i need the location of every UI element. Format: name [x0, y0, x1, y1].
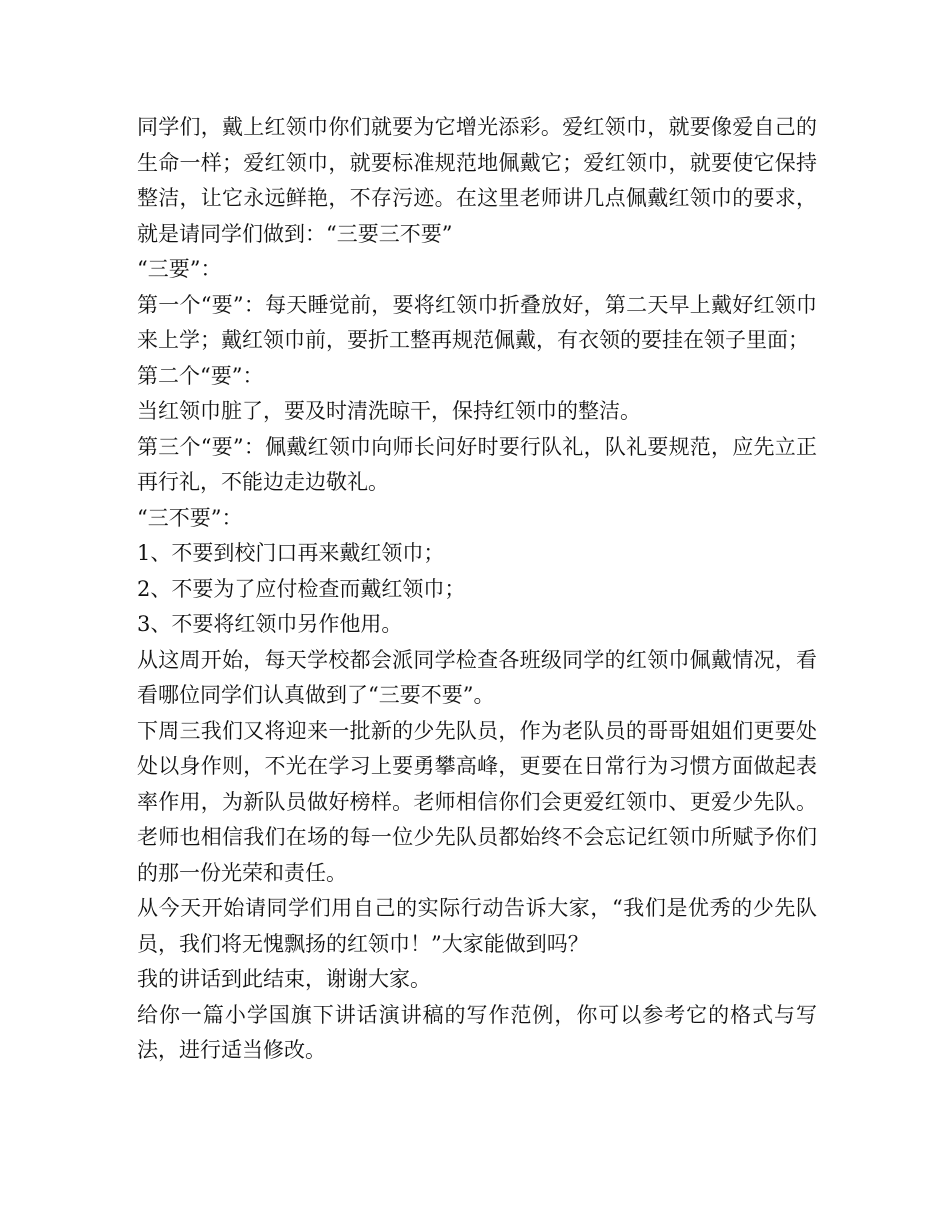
- document-body: [137, 110, 817, 1069]
- heading-three-musts: “三要”：: [137, 257, 222, 281]
- paragraph-closing: 我的讲话到此结束，谢谢大家。: [137, 967, 431, 991]
- paragraph-third-must: 第三个“要”：佩戴红领巾向师长问好时要行队礼，队礼要规范，应先立正再行礼，不能边走边敬礼。: [137, 434, 817, 494]
- paragraph-new-members: 下周三我们又将迎来一批新的少先队员，作为老队员的哥哥姐姐们更要处处以身作则，不光在学习上要勇攀高峰，更要在日常行为习惯方面做起表率作用，为新队员做好榜样。老师相信你们会更爱红领巾、更爱少先队。老师也相信我们在场的每一位少先队员都始终不会忘记红领巾所赋予你们的那一份光荣和责任。: [137, 718, 817, 885]
- list-item: 1、不要到校门口再来戴红领巾；: [137, 541, 445, 565]
- list-item: 2、不要为了应付检查而戴红领巾；: [137, 576, 466, 601]
- list-item: 3、不要将红领巾另作他用。: [137, 612, 403, 636]
- paragraph-first-must: 第一个“要”：每天睡觉前，要将红领巾折叠放好，第二天早上戴好红领巾来上学；戴红领巾前，要折工整再规范佩戴，有衣领的要挂在领子里面；: [137, 292, 817, 352]
- heading-three-must-nots: “三不要”：: [137, 505, 243, 530]
- paragraph-second-must: 当红领巾脏了，要及时清洗晾干，保持红领巾的整洁。: [137, 399, 641, 423]
- heading-second-must: 第二个“要”：: [137, 363, 264, 388]
- paragraph-inspection: 从这周开始，每天学校都会派同学检查各班级同学的红领巾佩戴情况，看看哪位同学们认真做到了“三要不要”。: [137, 647, 817, 707]
- paragraph-note: 给你一篇小学国旗下讲话演讲稿的写作范例，你可以参考它的格式与写法，进行适当修改。: [137, 1002, 817, 1062]
- paragraph-intro: 同学们，戴上红领巾你们就要为它增光添彩。爱红领巾，就要像爱自己的生命一样；爱红领巾，就要标准规范地佩戴它；爱红领巾，就要使它保持整洁，让它永远鲜艳，不存污迹。在这里老师讲几点佩戴红领巾的要求，就是请同学们做到：“三要三不要”: [137, 115, 817, 246]
- paragraph-call-to-action: 从今天开始请同学们用自己的实际行动告诉大家，“我们是优秀的少先队员，我们将无愧飘扬的红领巾！”大家能做到吗？: [137, 896, 817, 956]
